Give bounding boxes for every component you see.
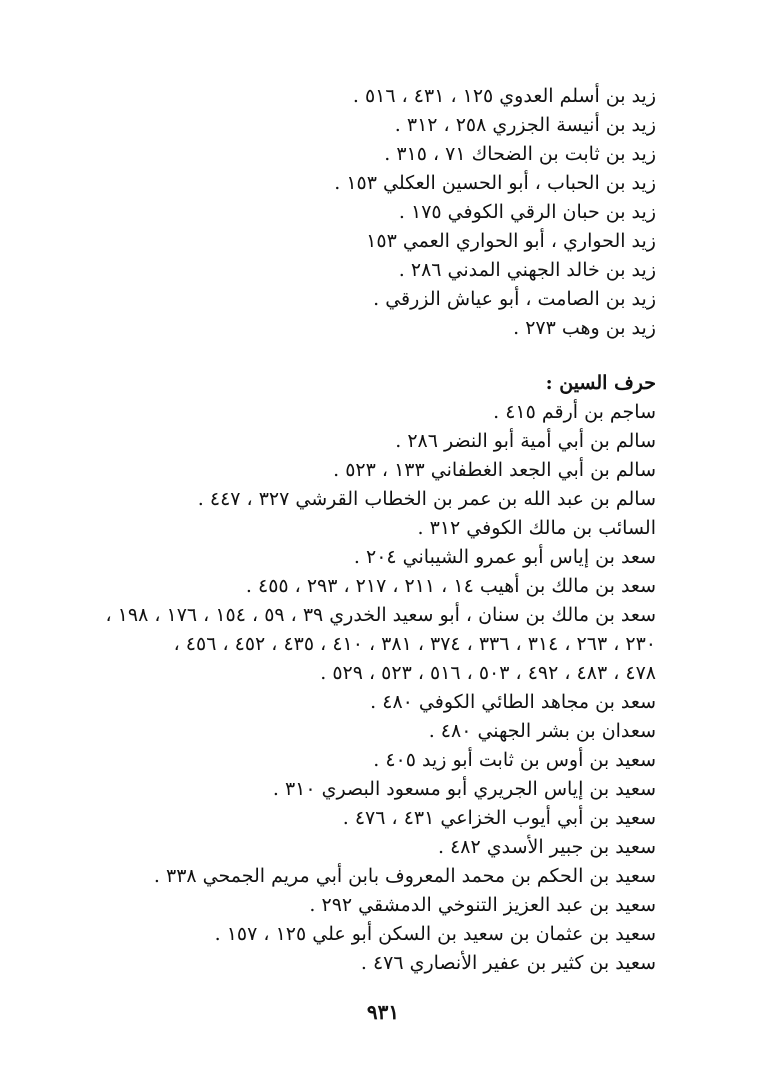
index-entry: سعيد بن أبي أيوب الخزاعي ٤٣١ ، ٤٧٦ . — [342, 807, 656, 829]
index-entry: سعيد بن الحكم بن محمد المعروف بابن أبي مريم الجمحي ٣٣٨ . — [153, 865, 656, 887]
index-entry: سعيد بن كثير بن عفير الأنصاري ٤٧٦ . — [360, 952, 656, 974]
page-number: ٩٣١ — [366, 1000, 400, 1024]
index-entry-continuation: ٤٧٨ ، ٤٨٣ ، ٤٩٢ ، ٥٠٣ ، ٥١٦ ، ٥٢٣ ، ٥٢٩ . — [320, 662, 656, 684]
index-entry: سعيد بن عبد العزيز التنوخي الدمشقي ٢٩٢ . — [309, 894, 656, 916]
index-entry: زيد بن حبان الرقي الكوفي ١٧٥ . — [398, 201, 656, 223]
index-entry: سعد بن مالك بن أهيب ١٤ ، ٢١١ ، ٢١٧ ، ٢٩٣ ، ٤٥٥ . — [245, 575, 656, 597]
index-entry: زيد بن الحباب ، أبو الحسين العكلي ١٥٣ . — [334, 172, 656, 194]
index-content — [56, 82, 656, 978]
section-gap — [56, 343, 656, 369]
index-entry: زيد الحواري ، أبو الحواري العمي ١٥٣ — [366, 230, 656, 252]
index-entry: سعدان بن بشر الجهني ٤٨٠ . — [428, 720, 656, 742]
index-entry: سعد بن مجاهد الطائي الكوفي ٤٨٠ . — [370, 691, 656, 713]
index-entry: سعد بن إياس أبو عمرو الشيباني ٢٠٤ . — [353, 546, 656, 568]
index-entry: سعد بن مالك بن سنان ، أبو سعيد الخدري ٣٩ ، ٥٩ ، ١٥٤ ، ١٧٦ ، ١٩٨ ، — [105, 604, 656, 626]
index-entry: زيد بن خالد الجهني المدني ٢٨٦ . — [398, 259, 656, 281]
index-entry: سالم بن عبد الله بن عمر بن الخطاب القرشي ٣٢٧ ، ٤٤٧ . — [197, 488, 656, 510]
index-entry: زيد بن أنيسة الجزري ٢٥٨ ، ٣١٢ . — [394, 114, 656, 136]
index-entry: سالم بن أبي الجعد الغطفاني ١٣٣ ، ٥٢٣ . — [333, 459, 656, 481]
index-entry: سعيد بن عثمان بن سعيد بن السكن أبو علي ١٢٥ ، ١٥٧ . — [214, 923, 656, 945]
index-entry: زيد بن ثابت بن الضحاك ٧١ ، ٣١٥ . — [384, 143, 656, 165]
section-seen — [56, 369, 656, 978]
index-entry: سالم بن أبي أمية أبو النضر ٢٨٦ . — [395, 430, 656, 452]
index-entry: سعيد بن أوس بن ثابت أبو زيد ٤٠٥ . — [373, 749, 656, 771]
index-entry: سعيد بن إياس الجريري أبو مسعود البصري ٣١٠ . — [272, 778, 656, 800]
index-entry: زيد بن أسلم العدوي ١٢٥ ، ٤٣١ ، ٥١٦ . — [352, 85, 656, 107]
index-entry: ساجم بن أرقم ٤١٥ . — [493, 401, 656, 423]
index-entry: زيد بن وهب ٢٧٣ . — [513, 317, 656, 339]
section-heading: حرف السين : — [545, 372, 656, 394]
index-entry: سعيد بن جبير الأسدي ٤٨٢ . — [438, 836, 656, 858]
index-entry: السائب بن مالك الكوفي ٣١٢ . — [417, 517, 656, 539]
index-entry-continuation: ٢٣٠ ، ٢٦٣ ، ٣١٤ ، ٣٣٦ ، ٣٧٤ ، ٣٨١ ، ٤١٠ ، ٤٣٥ ، ٤٥٢ ، ٤٥٦ ، — [173, 633, 656, 655]
index-entry: زيد بن الصامت ، أبو عياش الزرقي . — [373, 288, 656, 310]
section-zay — [56, 82, 656, 343]
